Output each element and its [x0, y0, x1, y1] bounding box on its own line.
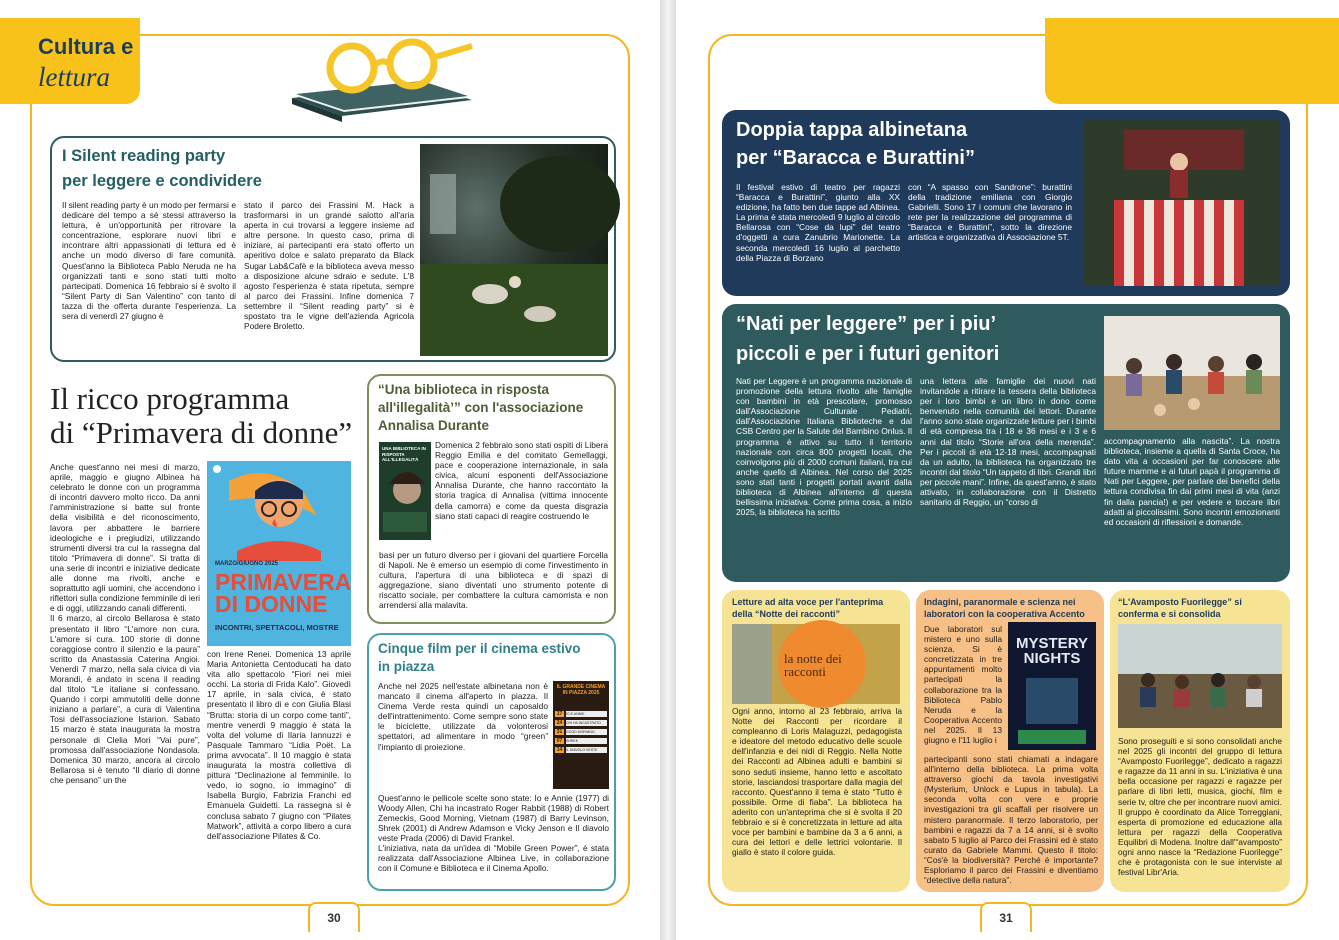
- primavera-poster-subtitle: INCONTRI, SPETTACOLI, MOSTRE: [215, 623, 339, 632]
- page-number-right: 31: [980, 902, 1032, 932]
- cinema-text-left: Anche nel 2025 nell'estate albinetana non è mancato il cinema all'aperto in piazza. Il Cinema Verde resta quindi un caposaldo dell'intrattenimento. Come sempre sono state le biciclette, utilizzate da volonterosi spettatori, ad alimentare in modo “green” l'impianto di proiezione.: [378, 681, 548, 752]
- cinema-poster-list: [555, 711, 607, 758]
- illegalita-flyer: [379, 442, 431, 540]
- nati-text-col1: Nati per Leggere è un programma nazionale di promozione della lettura rivolto alle famiglie con bambini in età prescolare, promosso dall'Associazione Culturale Pediatri, dall'Associazione Italiana Biblioteche e dal CSB Centro per la Salute del Bambino Onlus. Il programma è attivo su tutto il territorio nazionale con circa 800 progetti locali, che coinvolgono più di 2000 comuni italiani, tra cui anche quello di Albinea. Nel corso del 2025 sono stati tanti i progetti portati avanti dalla biblioteca di Albinea all'interno di questa bellissima iniziativa. Come prima cosa, a inizio 2025, la biblioteca ha scritto: [736, 376, 912, 518]
- cinema-day-4: 07: [556, 738, 563, 744]
- cinema-title2: in piazza: [378, 659, 435, 674]
- primavera-poster-title2: DI DONNE: [215, 591, 328, 617]
- illegalita-box: [367, 374, 616, 624]
- burattini-box: [722, 110, 1290, 296]
- notte-box: [722, 590, 910, 892]
- cinema-day-1: 17: [556, 711, 563, 717]
- silent-text-col2: stato il parco dei Frassini M. Hack a trasformarsi in un grande salotto all'aria aperta in cui trovarsi a leggere insieme ad altre persone. In questo caso, prima di iniziare, ai partecipanti era stato offerto un aperitivo dolce e salato preparato da Black Sugar Lab&Cafè e la biblioteca aveva messo a disposizione alcune sdraio e sedute. L'8 agosto l'esperienza è stata ripetuta, sempre al parco dei Frassini. Infine domenica 7 settembre il “Silent reading party” si è spostato tra le vigne dell'azienda Agricola Podere Broletto.: [244, 200, 414, 332]
- indagini-box: [916, 590, 1104, 892]
- burattini-text-col1: Il festival estivo di teatro per ragazzi “Baracca e Burattini”, giunto alla XX edizione, ha fatto ben due tappe ad Albinea. La prima è stata mercoledì 9 luglio al circolo Bellarosa con “Cose da lupi” del teatro d'oggetti a cura Zanubrio Marionette. La seconda mercoledì 16 luglio al parchetto della Piazza di Borzano: [736, 182, 900, 263]
- cinema-box: [367, 633, 616, 891]
- primavera-text-col1: [50, 462, 200, 785]
- illegalita-text-full: basi per un futuro diverso per i giovani del quartiere Forcella di Napoli. Ne è emerso un esempio di come l'investimento in cultura, l'apertura di una biblioteca e di spazi di aggregazione, siano diventati uno strumento potente di riscatto sociale, per combattere la cultura camorrista e non arrendersi alla malavita.: [379, 550, 608, 611]
- burattini-text-col2: con “A spasso con Sandrone”: burattini della tradizione emiliana con Giorgio Gabrielli. Sono 17 i comuni che lavorano in rete per la realizzazione del programma di “Baracca e Burattini”, sotto la direzione artistica e organizzativa di Associazione 5T.: [908, 182, 1072, 243]
- avamposto-title: “L'Avamposto Fuorilegge” si conferma e si consolida: [1118, 597, 1242, 619]
- avamposto-photo: [1118, 624, 1282, 728]
- silent-text-col1: Il silent reading party è un modo per fermarsi e dedicare del tempo a sé stessi attraverso la lettura, è un'opportunità per ritrovare la concentrazione, esplorare nuovi libri e incontrare altri appassionati di lettura ed è anche un modo diverso di fare comunità. Quest'anno la Biblioteca Pablo Neruda ne ha organizzati tanti e sono stati tutti molto partecipati. Domenica 16 febbraio si è svolto il “Silent Party di San Valentino” con tanto di tazza di the offerta durante l'esperienza. La sera di venerdì 27 giugno è: [62, 200, 236, 322]
- silent-reading-box: [50, 136, 616, 362]
- cinema-day-3: 31: [556, 729, 563, 735]
- indagini-title: Indagini, paranormale e scienza nei laboratori con la cooperativa Accento: [924, 597, 1085, 619]
- cinema-text-full1: Quest'anno le pellicole scelte sono state: Io e Annie (1977) di Woody Allen, Chi ha incastrato Roger Rabbit (1988) di Robert Zemeckis, Good Morning, Vietnam (1987) di Barry Levinson, Shrek (2001) di Andrew Adamson e Vicky Jenson e Il diavolo veste Prada (2006) di David Frankel.: [378, 793, 609, 844]
- nati-photo: [1104, 316, 1280, 430]
- cinema-film-2: CHI HA INCASTRATO: [566, 720, 607, 726]
- section-title: Cultura e: [38, 34, 134, 59]
- cinema-film-5: IL DIAVOLO VESTE PRADA: [566, 747, 607, 753]
- nati-title2: piccoli e per i futuri genitori: [736, 343, 1000, 365]
- page-number-left: 30: [308, 902, 360, 932]
- primavera-title-line2: di “Primavera di donne”: [50, 415, 353, 450]
- nati-text-col2: una lettera alle famiglie dei nuovi nati invitandole a ritirare la tessera della biblioteca per i loro bimbi e un libro in dono come benvenuto nella comunità dei lettori. Durante l'anno sono state organizzate letture per i bimbi di età compresa tra i 18 e 36 mesi e i 3 e 6 anni dal titolo “Storie all'ora della merenda”. Per i piccoli di età 12-18 mesi, accompagnati da un adulto, la biblioteca ha organizzato tre incontri dal titolo “Un tappeto di libri. Grandi libri per piccole mani”. Infine, da quest'anno, è stato attivato, in collaborazione con il Distretto sanitario di Reggio, un “corso di: [920, 376, 1096, 508]
- silent-party-photo: [420, 144, 608, 356]
- cinema-poster: [553, 681, 609, 789]
- burattini-title2: per “Baracca e Burattini”: [736, 147, 975, 169]
- primavera-para2: Il 6 marzo, al circolo Bellarosa è stato presentato il libro “L'amore non cura. L'amore si cura. 100 storie di donne coraggiose contro il silenzio e la paura” scritto da Anastassia Caterina Angioi. Venerdì 7 marzo, nella sala civica di via Morandi, è andato in scena il reading dal titolo “Le italiane si confessano. Quando i corpi ammutoliti delle donne iniziano a parlare”, a cura di Valentina Tosi dell'associazione Istarion. Sabato 15 marzo è stata inaugurata la mostra personale di Clelia Mori “Vai pure”, promossa dall'associazione Nondasola. Domenica 30 marzo, ancora al circolo Bellarosa si è tenuto “Il diario di donne che pensano” un the: [50, 613, 200, 785]
- primavera-para1: Anche quest'anno nei mesi di marzo, aprile, maggio e giugno Albinea ha celebrato le donne con un programma di incontri davvero molto ricco. Da anni l'amministrazione si batte sul fronte della visibilità e del riconoscimento, lavora per abbattere le barriere ideologiche e i pregiudizi, utilizzando strumenti diversi tra cui la rassegna dal titolo “Primavera di donne”. Si tratta di una serie di incontri e iniziative dedicate alle donne ma rivolti, anche e soprattutto agli uomini, che accendono i riflettori sulla condizione femminile di ieri e di oggi, utilizzando canali differenti.: [50, 462, 200, 614]
- avamposto-box: [1110, 590, 1290, 892]
- illegalita-title2: all'illegalità’” con l'associazione: [378, 400, 584, 415]
- cinema-film-1: IO E ANNIE: [566, 711, 607, 717]
- indagini-poster: [1008, 622, 1096, 750]
- cinema-title1: Cinque film per il cinema estivo: [378, 641, 581, 656]
- illegalita-text-right: Domenica 2 febbraio sono stati ospiti di Libera Reggio Emilia e del comitato Gemellaggi, pace e cooperazione internazionale, in sala civica, alcuni esponenti dell'Associazione Annalisa Durante, che hanno raccontato la storia tragica di Annalisa (vittima innocente della camorra) e come da questa disgrazia siano stati capaci di reagire costruendo le: [435, 440, 608, 521]
- primavera-poster-dates: MARZO/GIUGNO 2025: [215, 561, 279, 567]
- silent-title-line1: I Silent reading party: [62, 147, 226, 165]
- primavera-text-col2: con Irene Renei. Domenica 13 aprile Maria Antonietta Centoducati ha dato vita allo spettacolo “Fiori nei miei occhi. La storia di Frida Kalo”. Giovedì 17 aprile, in sala civica, è stato presentato il libro di e con Giulia Blasi “Brutta: storia di un corpo come tanti”, mentre venerdì 9 maggio è stata la volta del volume di Ilaria Iannuzzi e Pasquale Tammaro “Lidia Poët. La prima avvocata”. Il 10 maggio è stata inaugurata la mostra collettiva di pittura “Declinazione al femminile. Io vedo, io sogno, io immagino” di Isabella Burgio, Fabrizia Franchi ed Emanuela Guidetti. La rassegna si è conclusa sabato 7 giugno con “Pilates Matwork”, attività a corpo libero a cura dell'associazione Pilates & Co.: [207, 649, 351, 841]
- illegalita-flyer-title: UNA BIBLIOTECA IN RISPOSTA ALL'ILLEGALITÀ: [382, 446, 426, 462]
- burattini-title1: Doppia tappa albinetana: [736, 119, 968, 141]
- silent-title-line2: per leggere e condividere: [62, 172, 262, 190]
- nati-title1: “Nati per leggere” per i piu’: [736, 313, 997, 335]
- nati-text-col3: accompagnamento alla nascita”. La nostra biblioteca, insieme a quella di Santa Croce, ha dato vita a occasioni per far conoscere alle future mamme e ai futuri papà il programma di Nati per Leggere, per parlare dei benefici della lettura condivisa fin dai primi mesi di vita (anzi fin dalla pancia!) e per vedere e toccare libri adatti ai piccolissimi. Sono incontri emozionanti ed occasioni di riflessioni e domande.: [1104, 436, 1280, 527]
- nati-box: [722, 304, 1290, 582]
- cinema-text-full2: L'iniziativa, nata da un'idea di “Mobile Green Power”, è stata realizzata dall'Associazione Albinea Live, in collaborazione con il Comune e Biblioteca e il Cinema Apollo.: [378, 843, 609, 874]
- primavera-poster: [207, 461, 351, 646]
- notte-title: Letture ad alta voce per l'anteprima della “Notte dei racconti”: [732, 597, 884, 619]
- cinema-day-5: 14: [556, 747, 563, 753]
- notte-logo-text: la notte dei racconti: [784, 651, 842, 679]
- illegalita-title3: Annalisa Durante: [378, 418, 490, 433]
- book-glasses-illustration: [282, 38, 482, 118]
- avamposto-text: Sono proseguiti e si sono consolidati anche nel 2025 gli incontri del gruppo di lettura “Avamposto Fuorilegge”, dedicato a ragazzi e ragazze da 11 anni in su. L'iniziativa è una bella occasione per ragazzi e ragazze per parlare di libri letti, musica, giochi, film e serie tv, oltre che per incontrare nuovi amici. Il gruppo è coordinato da Alice Torreggiani, esperta di promozione ed educazione alla lettura per ragazzi della Cooperativa Equilibri di Modena. Inoltre dall'“avamposto” ogni anno nasce la “Redazione Fuorilegge” che è protagonista con le sue interviste al festival Libr'Aria.: [1118, 736, 1282, 878]
- right-section-tab: [1045, 18, 1339, 104]
- illegalita-title1: “Una biblioteca in risposta: [378, 382, 550, 397]
- right-page: [676, 0, 1339, 940]
- left-page: [0, 0, 660, 940]
- notte-photo: [732, 624, 900, 704]
- indagini-text-full: partecipanti sono stati chiamati a indagare all'interno della biblioteca. La prima volta attraverso giochi da tavola investigativi (Mysterium, Unlock e Lupus in tabula). La seconda volta con vere e proprie investigazioni tra gli scaffali per risolvere un mistero paranormale. Il terzo laboratorio, per bambini e ragazzi da 7 a 14 anni, si è svolto sabato 5 luglio al Parco dei Frassini ed è stato curato da Gabriele Mammi. Questo il titolo: “Cos'è la biodiversità? Perché è importante? Esploriamo il parco dei Frassini e diventiamo “detective della natura”.: [924, 754, 1098, 886]
- cinema-film-4: SHREK: [566, 738, 607, 744]
- page-gutter: [660, 0, 676, 940]
- cinema-day-2: 24: [556, 720, 563, 726]
- primavera-poster-title1: PRIMAVERA: [215, 569, 352, 595]
- indagini-text-left: Due laboratori sul mistero e uno sulla scienza. Si è concretizzata in tre appuntamenti molto partecipati la collaborazione tra la Biblioteca Pablo Neruda e la Cooperativa Accento nel 2025. Il 13 giugno e l'11 luglio i: [924, 624, 1002, 746]
- notte-text: Ogni anno, intorno al 23 febbraio, arriva la Notte dei Racconti per ricordare il compleanno di Loris Malaguzzi, pedagogista e ideatore del metodo educativo delle scuole dell'infanzia e dei nidi di Reggio. Nella Notte dei Racconti ad Albinea adulti e bambini si sono seduti insieme, hanno letto e ascoltato storie, lasciandosi trasportare dalla magia del racconto. Quest'anno il tema è stato “Tutto è possibile. Orme di fiaba”. La biblioteca ha aderito con un'anteprima che si è svolta il 20 febbraio e si è concretizzata in letture ad alta voce per bambini e bambine da 3 a 6 anni, a cura dei lettori e delle lettrici volontarie. Il giallo è stato il colore guida.: [732, 706, 902, 858]
- primavera-title-line1: Il ricco programma: [50, 381, 290, 416]
- section-subtitle: lettura: [38, 62, 110, 92]
- indagini-poster-title: MYSTERY NIGHTS: [1016, 635, 1088, 667]
- cinema-film-3: GOOD MORNING,: [566, 729, 607, 735]
- burattini-photo: [1084, 120, 1280, 286]
- cinema-poster-title: IL GRANDE CINEMA IN PIAZZA 2025: [556, 684, 606, 696]
